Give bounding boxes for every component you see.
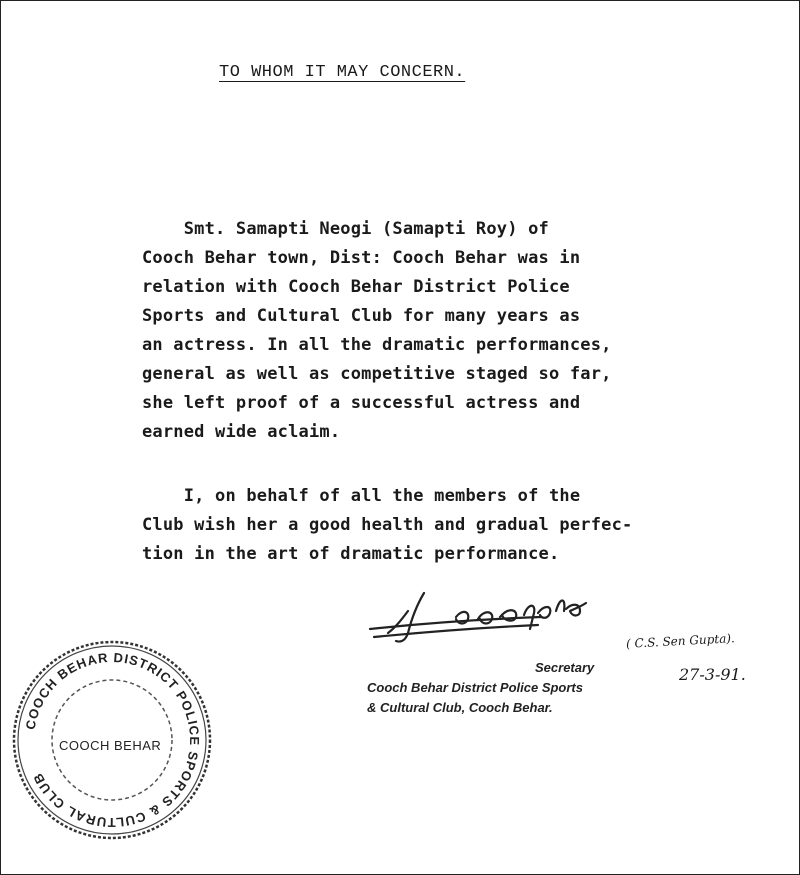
paragraph-1-line: Cooch Behar town, Dist: Cooch Behar was in — [142, 248, 581, 268]
paragraph-2-line: tion in the art of dramatic performance. — [142, 544, 560, 564]
signatory-name: ( C.S. Sen Gupta). — [625, 631, 736, 651]
paragraph-2-line: I, on behalf of all the members of the — [142, 486, 581, 506]
paragraph-1-line: she left proof of a successful actress and — [142, 393, 581, 413]
paragraph-1-line: Sports and Cultural Club for many years as — [142, 306, 581, 326]
paragraph-2 — [142, 482, 632, 569]
paragraph-1-line: Smt. Samapti Neogi (Samapti Roy) of — [142, 219, 549, 239]
signature-date: 27-3-91. — [679, 665, 746, 684]
paragraph-1-line: general as well as competitive staged so far, — [142, 364, 612, 384]
designation-line-2: & Cultural Club, Cooch Behar. — [367, 700, 553, 715]
designation-title: Secretary — [535, 660, 595, 675]
paragraph-1-line: earned wide aclaim. — [142, 422, 341, 442]
paragraph-1-line: an actress. In all the dramatic performances, — [142, 335, 612, 355]
designation-block — [367, 658, 594, 718]
stamp-center-text: COOCH BEHAR — [59, 738, 162, 753]
designation-line-1: Cooch Behar District Police Sports — [367, 680, 583, 695]
stamp-ring-text: COOCH BEHAR DISTRICT POLICE SPORTS & CULTURAL CLUB — [22, 649, 203, 831]
paragraph-2-line: Club wish her a good health and gradual perfec- — [142, 515, 633, 535]
paragraph-1-line: relation with Cooch Behar District Police — [142, 277, 570, 297]
handwritten-signature — [366, 589, 666, 647]
letter-heading: TO WHOM IT MAY CONCERN. — [219, 63, 466, 82]
paragraph-1 — [142, 215, 612, 447]
